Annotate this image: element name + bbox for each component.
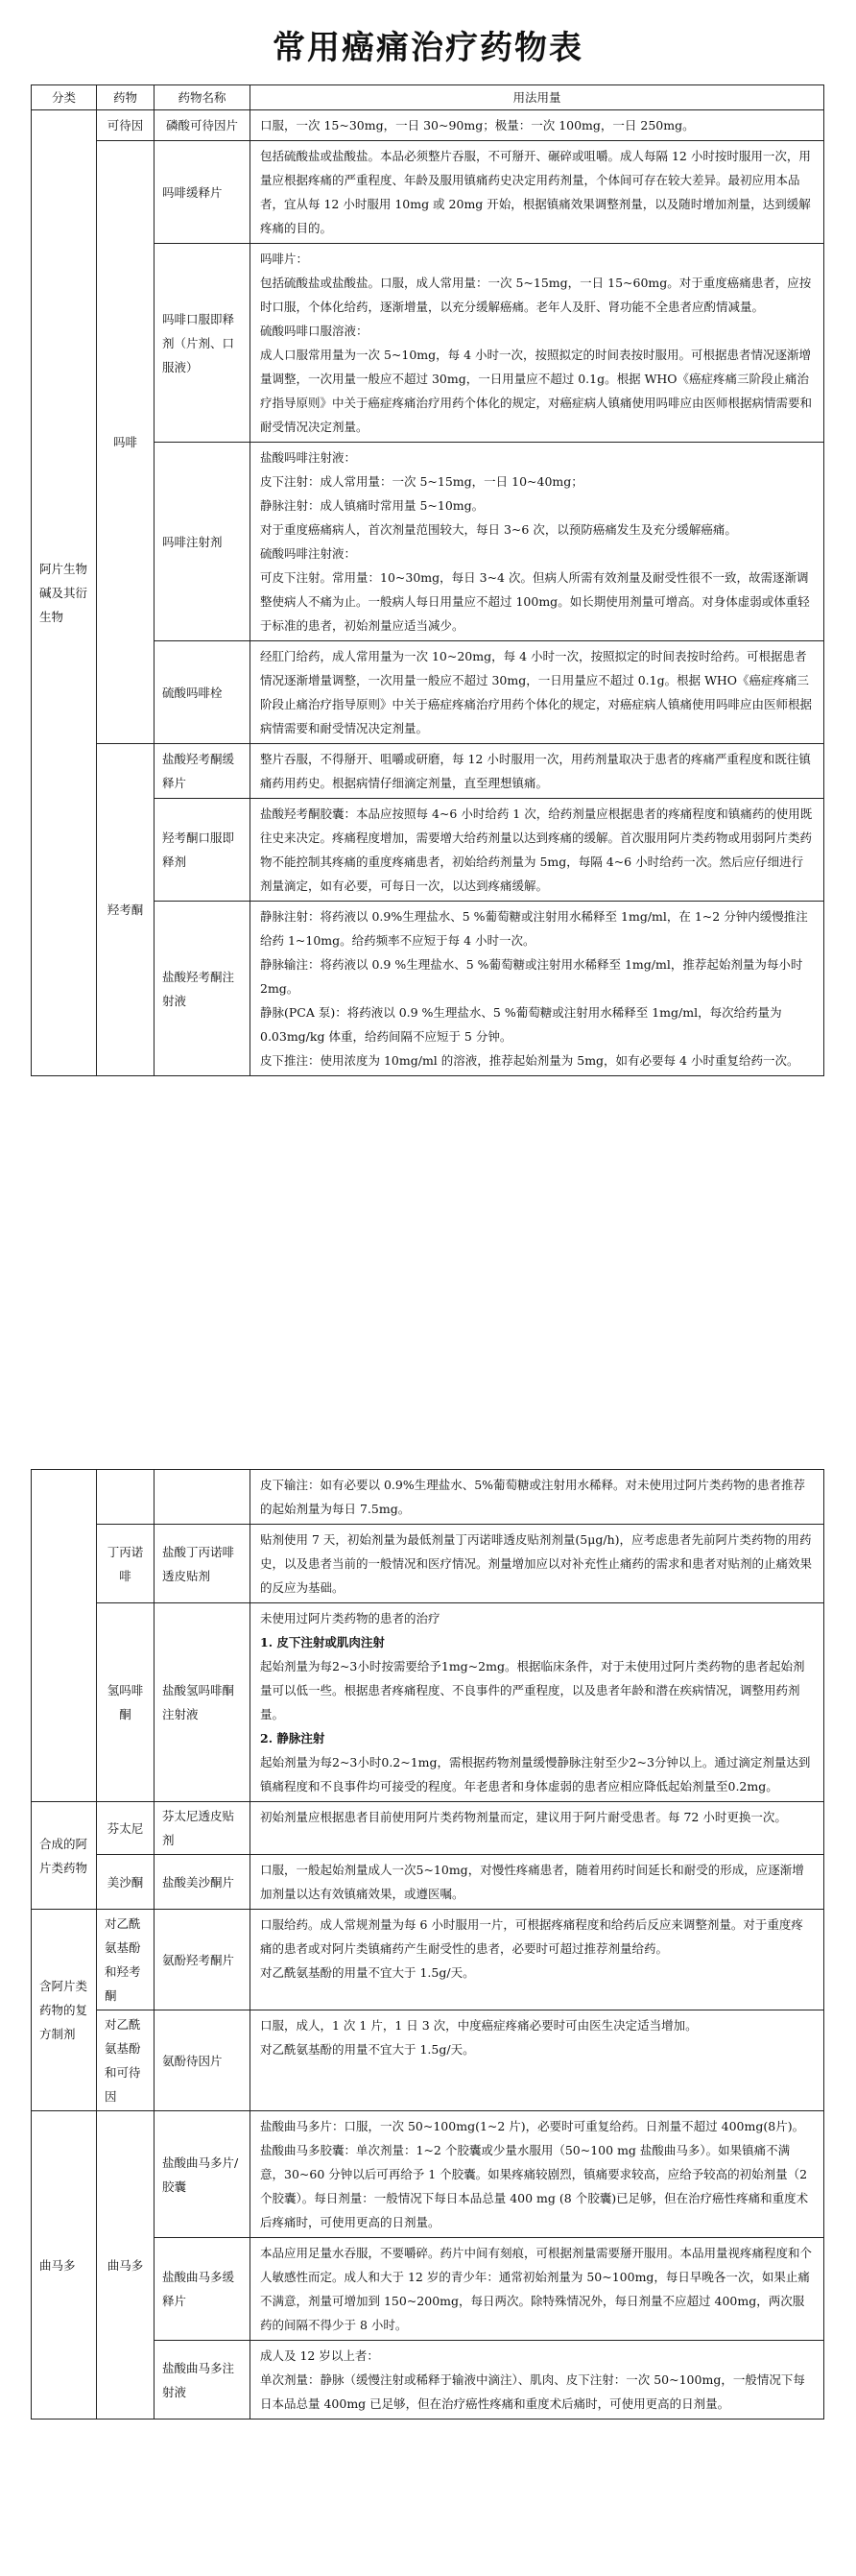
- drug-name-cell: 盐酸曲马多注射液: [155, 2341, 250, 2420]
- usage-line: 皮下输注：如有必要以 0.9%生理盐水、5%葡萄糖或注射用水稀释。对未使用过阿片类药物的患者推荐的起始剂量为每日 7.5mg。: [260, 1478, 806, 1516]
- table-row: [32, 1802, 824, 1855]
- usage-line: 1. 皮下注射或肌肉注射: [260, 1635, 385, 1649]
- drug-cell: 可待因: [97, 110, 155, 141]
- usage-line: 静脉输注：将药液以 0.9 %生理盐水、5 %葡萄糖或注射用水稀释至 1mg/ml，推荐起始剂量为每小时 2mg。: [260, 957, 803, 996]
- drug-name-cell: 盐酸曲马多缓释片: [155, 2238, 250, 2341]
- usage-line: 对于重度癌痛病人，首次剂量范围较大，每日 3~6 次，以预防癌痛发生及充分缓解癌痛。: [260, 522, 737, 537]
- usage-line: 成人及 12 岁以上者：: [260, 2348, 379, 2363]
- header-category: 分类: [32, 85, 97, 110]
- usage-cell: [250, 1855, 824, 1910]
- drug-cell: 芬太尼: [97, 1802, 155, 1855]
- drug-table-page-2: [31, 1469, 824, 2420]
- usage-cell: [250, 1525, 824, 1603]
- table-row: [32, 1910, 824, 2010]
- table-row: [32, 1525, 824, 1603]
- usage-line: 本品应用足量水吞服，不要嚼碎。药片中间有刻痕，可根据剂量需要掰开服用。本品用量视疼痛程度和个人敏感性而定。成人和大于 12 岁的青少年：通常初始剂量为 50~100mg，每日早晚各一次，如果止痛不满意，剂量可增加到 150~200mg，每日两次。除特殊情况外，每日剂量不应超过 400mg，两次服药的间隔不得少于 8 小时。: [260, 2246, 813, 2332]
- usage-cell: [250, 443, 824, 641]
- category-cell: 阿片生物碱及其衍生物: [32, 110, 97, 1076]
- usage-cell: [250, 641, 824, 744]
- usage-line: 2. 静脉注射: [260, 1731, 325, 1745]
- usage-line: 硫酸吗啡口服溶液：: [260, 324, 369, 338]
- usage-cell: [250, 141, 824, 244]
- usage-line: 硫酸吗啡注射液：: [260, 546, 357, 561]
- usage-line: 可皮下注射。常用量：10~30mg，每日 3~4 次。但病人所需有效剂量及耐受性很不一致，故需逐渐调整使病人不痛为止。一般病人每日用量应不超过 100mg。如长期使用剂量可增高。对身体虚弱或体重轻于标准的患者，初始剂量应适当减少。: [260, 570, 810, 633]
- usage-line: 对乙酰氨基酚的用量不宜大于 1.5g/天。: [260, 2042, 475, 2057]
- drug-name-cell-continued: [155, 1470, 250, 1525]
- category-cell-continued: [32, 1470, 97, 1802]
- usage-line: 口服，成人，1 次 1 片，1 日 3 次，中度癌症疼痛必要时可由医生决定适当增加。: [260, 2018, 698, 2033]
- usage-line: 未使用过阿片类药物的患者的治疗: [260, 1611, 440, 1625]
- drug-name-cell: 磷酸可待因片: [155, 110, 250, 141]
- usage-line: 贴剂使用 7 天，初始剂量为最低剂量丁丙诺啡透皮贴剂剂量(5μg/h)，应考虑患者先前阿片类药物的用药史，以及患者当前的一般情况和医疗情况。剂量增加应以对补充性止痛药的需求和患者对贴剂的止痛效果的反应为基础。: [260, 1532, 813, 1595]
- usage-line: 盐酸曲马多片：口服，一次 50~100mg(1~2 片)，必要时可重复给药。日剂量不超过 400mg(8片)。盐酸曲马多胶囊：单次剂量：1~2 个胶囊或少量水服用（50~100 mg 盐酸曲马多）。如果镇痛不满意，30~60 分钟以后可再给予 1 个胶囊。如果疼痛较剧烈，镇痛要求较高，应给予较高的初始剂量（2 个胶囊）。每日剂量：一般情况下每日本品总量 400 mg (8 个胶囊)已足够，但在治疗癌性疼痛和重度术后疼痛时，可使用更高的日剂量。: [260, 2119, 809, 2229]
- usage-cell: [250, 2238, 824, 2341]
- usage-cell: [250, 744, 824, 799]
- usage-line: 皮下注射：成人常用量：一次 5~15mg，一日 10~40mg；: [260, 474, 583, 489]
- usage-cell: [250, 244, 824, 443]
- table-row: [32, 2111, 824, 2238]
- category-cell: 含阿片类药物的复方制剂: [32, 1910, 97, 2111]
- usage-line: 包括硫酸盐或盐酸盐。口服，成人常用量：一次 5~15mg，一日 15~60mg。对于重度癌痛患者，应按时口服，个体化给药，逐渐增量，以充分缓解癌痛。老年人及肝、肾功能不全患者应酌情减量。: [260, 276, 812, 314]
- table-row: [32, 1470, 824, 1525]
- drug-name-cell: 吗啡注射剂: [155, 443, 250, 641]
- table-row: [32, 110, 824, 141]
- usage-cell: [250, 1802, 824, 1855]
- drug-cell: 丁丙诺啡: [97, 1525, 155, 1603]
- drug-name-cell: 硫酸吗啡栓: [155, 641, 250, 744]
- drug-name-cell: 盐酸美沙酮片: [155, 1855, 250, 1910]
- page-title: 常用癌痛治疗药物表: [273, 29, 583, 67]
- usage-line: 单次剂量：静脉（缓慢注射或稀释于输液中滴注）、肌肉、皮下注射：一次 50~100mg，一般情况下每日本品总量 400mg 已足够，但在治疗癌性疼痛和重度术后痛时，可使用更高的日剂量。: [260, 2372, 805, 2411]
- table-row: [32, 2010, 824, 2111]
- drug-cell: 对乙酰氨基酚和可待因: [97, 2010, 155, 2111]
- drug-cell: 曲马多: [97, 2111, 155, 2420]
- drug-name-cell: 氨酚羟考酮片: [155, 1910, 250, 2010]
- usage-cell: [250, 1470, 824, 1525]
- header-usage: 用法用量: [250, 85, 824, 110]
- table-header-row: [32, 85, 824, 110]
- usage-line: 口服，一次 15~30mg，一日 30~90mg；极量：一次 100mg，一日 250mg。: [260, 118, 695, 132]
- usage-line: 口服，一般起始剂量成人一次5~10mg，对慢性疼痛患者，随着用药时间延长和耐受的形成，应逐渐增加剂量以达有效镇痛效果，或遵医嘱。: [260, 1863, 804, 1901]
- header-drug: 药物: [97, 85, 155, 110]
- page-1: [0, 0, 856, 1068]
- drug-cell: 羟考酮: [97, 744, 155, 1076]
- usage-line: 经肛门给药，成人常用量为一次 10~20mg，每 4 小时一次，按照拟定的时间表按时给药。可根据患者情况逐渐增量调整，一次用量一般应不超过 30mg，一日用量应不超过 0.1g。根据 WHO《癌症疼痛三阶段止痛治疗指导原则》中关于癌症疼痛治疗用药个体化的规定，对癌症病人镇痛使用吗啡应由医师根据病情需要和耐受情况决定剂量。: [260, 649, 813, 735]
- usage-line: 起始剂量为每2~3小时0.2~1mg，需根据药物剂量缓慢静脉注射至少2~3分钟以上。通过滴定剂量达到镇痛程度和不良事件均可接受的程度。年老患者和身体虚弱的患者应相应降低起始剂量至0.2mg。: [260, 1755, 811, 1794]
- usage-line: 盐酸羟考酮胶囊：本品应按照每 4~6 小时给药 1 次，给药剂量应根据患者的疼痛程度和镇痛药的使用既往史来决定。疼痛程度增加，需要增大给药剂量以达到疼痛的缓解。首次服用阿片类药物或用弱阿片类药物不能控制其疼痛的重度疼痛患者，初始给药剂量为 5mg，每隔 4~6 小时给药一次。然后应仔细进行剂量滴定，如有必要，可每日一次，以达到疼痛缓解。: [260, 807, 813, 893]
- drug-cell: 吗啡: [97, 141, 155, 744]
- usage-cell: [250, 1910, 824, 2010]
- drug-cell-continued: [97, 1470, 155, 1525]
- drug-name-cell: 吗啡缓释片: [155, 141, 250, 244]
- usage-cell: [250, 2010, 824, 2111]
- usage-cell: [250, 2111, 824, 2238]
- drug-name-cell: 芬太尼透皮贴剂: [155, 1802, 250, 1855]
- table-row: [32, 744, 824, 799]
- usage-line: 静脉(PCA 泵)：将药液以 0.9 %生理盐水、5 %葡萄糖或注射用水稀释至 1mg/ml，每次给药量为 0.03mg/kg 体重，给药间隔不应短于 5 分钟。: [260, 1005, 782, 1044]
- usage-line: 初始剂量应根据患者目前使用阿片类药物剂量而定，建议用于阿片耐受患者。每 72 小时更换一次。: [260, 1810, 787, 1824]
- usage-line: 成人口服常用量为一次 5~10mg，每 4 小时一次，按照拟定的时间表按时服用。可根据患者情况逐渐增量调整，一次用量一般应不超过 30mg，一日用量应不超过 0.1g。根据 WHO《癌症疼痛三阶段止痛治疗指导原则》中关于癌症疼痛治疗用药个体化的规定，对癌症病人镇痛使用吗啡应由医师根据病情需要和耐受情况决定剂量。: [260, 348, 813, 434]
- drug-table-page-1: [31, 84, 824, 1076]
- usage-cell: [250, 110, 824, 141]
- drug-name-cell: 盐酸羟考酮缓释片: [155, 744, 250, 799]
- drug-name-cell: 盐酸丁丙诺啡透皮贴剂: [155, 1525, 250, 1603]
- usage-line: 起始剂量为每2~3小时按需要给予1mg~2mg。根据临床条件，对于未使用过阿片类药物的患者起始剂量可以低一些。根据患者疼痛程度、不良事件的严重程度，以及患者年龄和潜在疾病情况，调整用药剂量。: [260, 1659, 805, 1721]
- usage-line: 口服给药。成人常规剂量为每 6 小时服用一片，可根据疼痛程度和给药后反应来调整剂量。对于重度疼痛的患者或对阿片类镇痛药产生耐受性的患者，必要时可超过推荐剂量给药。: [260, 1917, 803, 1956]
- usage-line: 皮下推注：使用浓度为 10mg/ml 的溶液，推荐起始剂量为 5mg，如有必要每 4 小时重复给药一次。: [260, 1053, 799, 1068]
- usage-line: 盐酸吗啡注射液：: [260, 450, 357, 465]
- table-row: [32, 141, 824, 244]
- category-cell: 合成的阿片类药物: [32, 1802, 97, 1910]
- drug-name-cell: 盐酸氢吗啡酮注射液: [155, 1603, 250, 1802]
- table-row: [32, 1603, 824, 1802]
- table-row: [32, 1855, 824, 1910]
- header-drug-name: 药物名称: [155, 85, 250, 110]
- usage-cell: [250, 902, 824, 1076]
- drug-name-cell: 羟考酮口服即释剂: [155, 799, 250, 902]
- usage-cell: [250, 799, 824, 902]
- usage-cell: [250, 1603, 824, 1802]
- usage-line: 静脉注射：成人镇痛时常用量 5~10mg。: [260, 498, 485, 513]
- drug-cell: 氢吗啡酮: [97, 1603, 155, 1802]
- drug-name-cell: 盐酸曲马多片/胶囊: [155, 2111, 250, 2238]
- usage-line: 吗啡片：: [260, 252, 309, 266]
- usage-line: 对乙酰氨基酚的用量不宜大于 1.5g/天。: [260, 1965, 475, 1980]
- drug-cell: 对乙酰氨基酚和羟考酮: [97, 1910, 155, 2010]
- usage-cell: [250, 2341, 824, 2420]
- drug-name-cell: 氨酚待因片: [155, 2010, 250, 2111]
- drug-cell: 美沙酮: [97, 1855, 155, 1910]
- drug-name-cell: 盐酸羟考酮注射液: [155, 902, 250, 1076]
- usage-line: 整片吞服，不得掰开、咀嚼或研磨，每 12 小时服用一次，用药剂量取决于患者的疼痛严重程度和既往镇痛药用药史。根据病情仔细滴定剂量，直至理想镇痛。: [260, 752, 811, 790]
- drug-name-cell: 吗啡口服即释剂（片剂、口服液）: [155, 244, 250, 443]
- category-cell: 曲马多: [32, 2111, 97, 2420]
- usage-line: 静脉注射：将药液以 0.9%生理盐水、5 %葡萄糖或注射用水稀释至 1mg/ml，在 1~2 分钟内缓慢推注给药 1~10mg。给药频率不应短于每 4 小时一次。: [260, 909, 808, 948]
- usage-line: 包括硫酸盐或盐酸盐。本品必须整片吞服，不可掰开、碾碎或咀嚼。成人每隔 12 小时按时服用一次，用量应根据疼痛的严重程度、年龄及服用镇痛药史决定用药剂量，个体间可存在较大差异。最初应用本品者，宜从每 12 小时服用 10mg 或 20mg 开始，根据镇痛效果调整剂量，以及随时增加剂量，达到缓解疼痛的目的。: [260, 149, 811, 235]
